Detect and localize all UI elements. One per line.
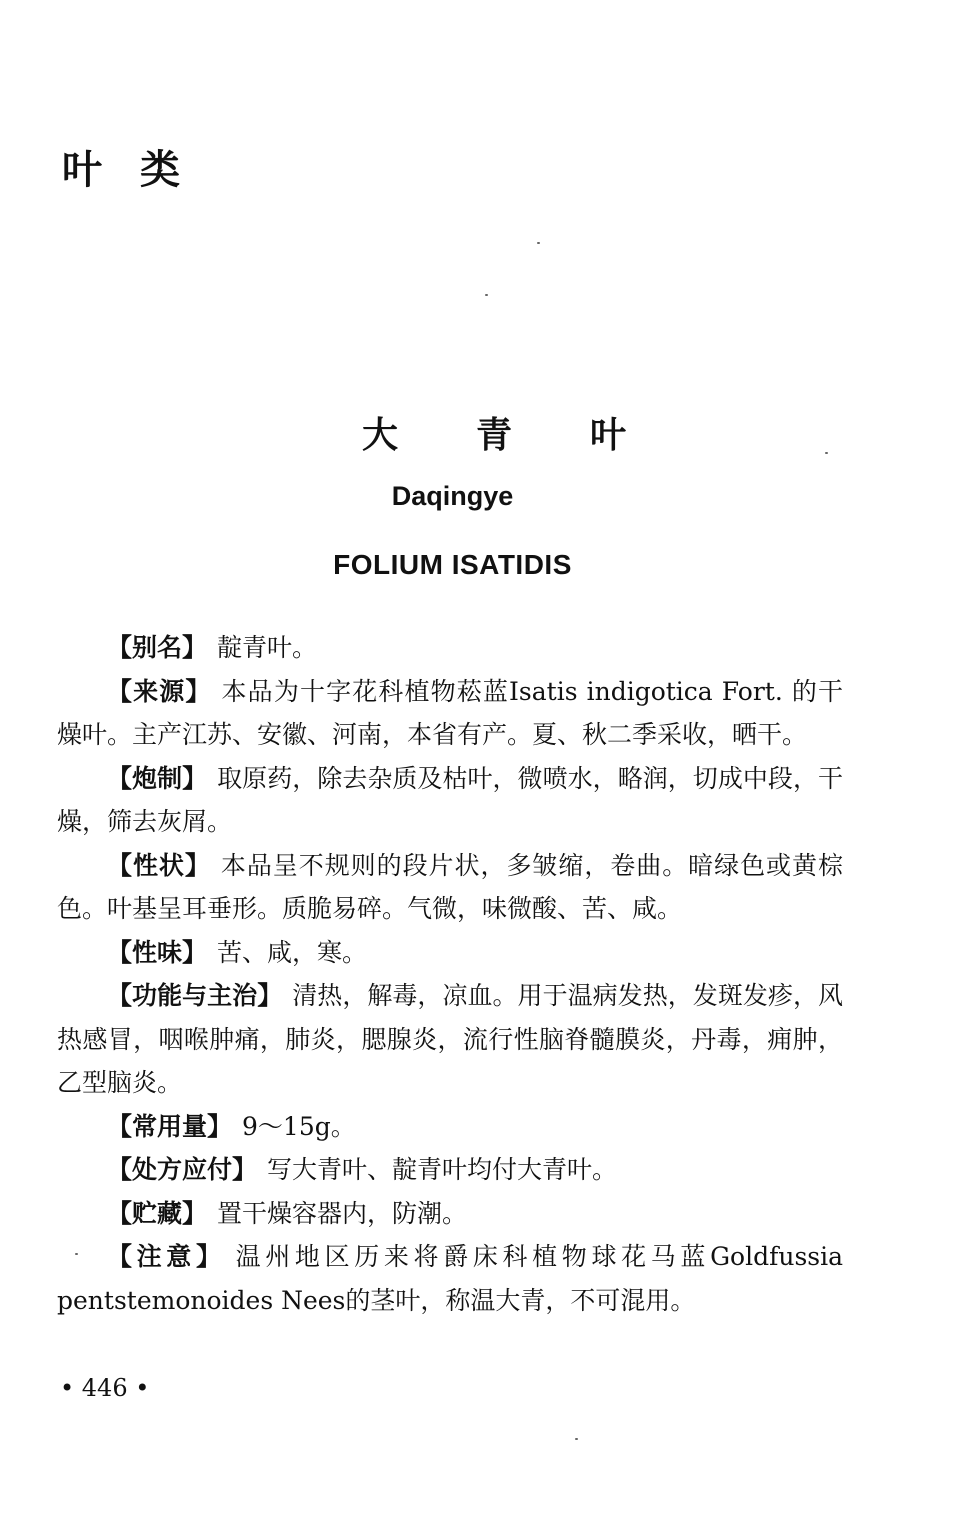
- field-prescription-dispensing: [57, 1148, 843, 1192]
- field-text: 9～15g。: [242, 1111, 356, 1141]
- entry-title: 大青叶: [361, 415, 704, 456]
- entry-body: [57, 626, 843, 1322]
- field-label: 【别名】: [107, 633, 208, 662]
- page-number: • 446 •: [60, 1374, 150, 1402]
- scan-speck: [825, 452, 828, 454]
- section-heading: 叶类: [62, 147, 218, 193]
- scan-speck: [75, 1253, 78, 1255]
- entry-pinyin: Daqingye: [391, 481, 514, 511]
- field-dosage: [57, 1105, 843, 1149]
- field-text: 写大青叶、靛青叶均付大青叶。: [267, 1155, 618, 1184]
- field-label: 【处方应付】: [107, 1155, 258, 1184]
- field-label: 【性味】: [107, 937, 208, 967]
- field-label: 【功能与主治】: [107, 981, 283, 1010]
- field-characteristics: [57, 844, 843, 931]
- field-caution: [57, 1235, 843, 1322]
- field-text: 苦、咸，寒。: [217, 937, 368, 967]
- field-label: 【注意】: [107, 1242, 226, 1271]
- field-label: 【来源】: [107, 676, 212, 706]
- field-text: 靛青叶。: [217, 633, 318, 662]
- field-text: 本品为十字花科植物菘蓝Isatis indigotica Fort. 的干燥叶。主产江苏、安徽、河南，本省有产。夏、秋二季采收，晒干。: [57, 676, 843, 749]
- scan-speck: [485, 294, 488, 296]
- field-label: 【贮藏】: [107, 1198, 208, 1228]
- field-label: 【性状】: [107, 850, 211, 880]
- field-processing: [57, 757, 843, 844]
- field-functions-indications: [57, 974, 843, 1105]
- scan-speck: [575, 1438, 578, 1440]
- field-alias: [57, 626, 843, 670]
- field-text: 置干燥容器内，防潮。: [217, 1198, 468, 1228]
- field-label: 【常用量】: [107, 1111, 233, 1141]
- field-label: 【炮制】: [107, 763, 208, 793]
- field-text: 取原药，除去杂质及枯叶，微喷水，略润，切成中段，干燥，筛去灰屑。: [57, 763, 843, 836]
- entry-latin-name: FOLIUM ISATIDIS: [333, 549, 572, 580]
- scan-speck: [537, 242, 540, 244]
- field-storage: [57, 1192, 843, 1236]
- field-text: 清热，解毒，凉血。用于温病发热，发斑发疹，风热感冒，咽喉肿痛，肺炎，腮腺炎，流行性脑脊髓膜炎，丹毒，痈肿，乙型脑炎。: [57, 981, 843, 1097]
- field-source: [57, 670, 843, 757]
- field-text: 本品呈不规则的段片状，多皱缩，卷曲。暗绿色或黄棕色。叶基呈耳垂形。质脆易碎。气微，味微酸、苦、咸。: [57, 850, 843, 923]
- field-text: 温州地区历来将爵床科植物球花马蓝Goldfussia pentstemonoides Nees的茎叶，称温大青，不可混用。: [57, 1242, 843, 1315]
- field-nature-flavor: [57, 931, 843, 975]
